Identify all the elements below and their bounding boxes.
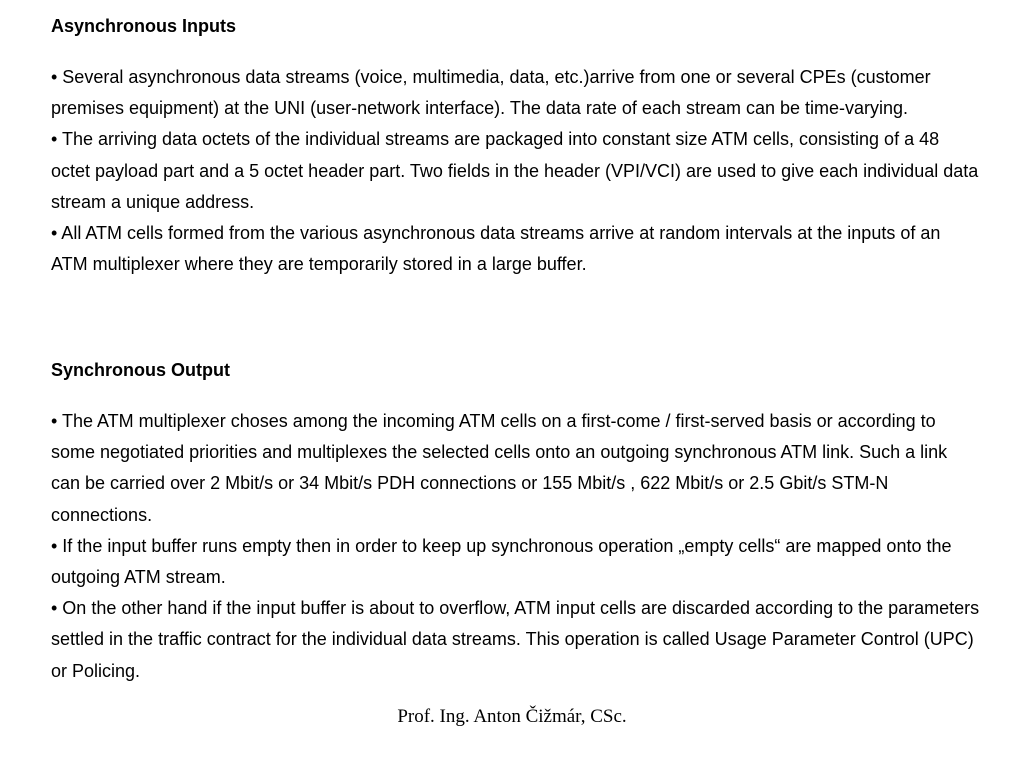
bullet-paragraph: • The arriving data octets of the individual streams are packaged into constant size ATM cells, consisting of a 48 octet payload part and a 5 octet header part. Two fields in the header (VPI/VCI) are used to give each individual data stream a unique address. bbox=[51, 129, 979, 212]
bullet-paragraph: • If the input buffer runs empty then in order to keep up synchronous operation „empty cells“ are mapped onto the outgoing ATM stream. bbox=[51, 535, 952, 588]
section-title-asynchronous-inputs: Asynchronous Inputs bbox=[51, 16, 237, 36]
bullet-paragraph: • All ATM cells formed from the various asynchronous data streams arrive at random intervals at the inputs of an ATM multiplexer where they are temporarily stored in a large buffer. bbox=[51, 223, 941, 275]
bullet-paragraph: • The ATM multiplexer choses among the incoming ATM cells on a first-come / first-served basis or according to some negotiated priorities and multiplexes the selected cells onto an outgoing synchronous ATM link. Such a link can be carried over 2 Mbit/s or 34 Mbit/s PDH connections or 155 Mbit/s , 622 Mbit/s or 2.5 Gbit/s STM-N connections. bbox=[51, 411, 948, 525]
section-title-synchronous-output: Synchronous Output bbox=[51, 360, 230, 380]
asynchronous-inputs-body bbox=[51, 62, 981, 280]
bullet-paragraph: • On the other hand if the input buffer is about to overflow, ATM input cells are discarded according to the parameters settled in the traffic contract for the individual data streams. This operation is called Usage Parameter Control (UPC) or Policing. bbox=[51, 598, 980, 681]
bullet-paragraph: • Several asynchronous data streams (voice, multimedia, data, etc.)arrive from one or several CPEs (customer premises equipment) at the UNI (user-network interface). The data rate of each stream can be time-varying. bbox=[51, 67, 931, 119]
synchronous-output-body bbox=[51, 406, 981, 687]
footer-author: Prof. Ing. Anton Čižmár, CSc. bbox=[397, 706, 627, 727]
